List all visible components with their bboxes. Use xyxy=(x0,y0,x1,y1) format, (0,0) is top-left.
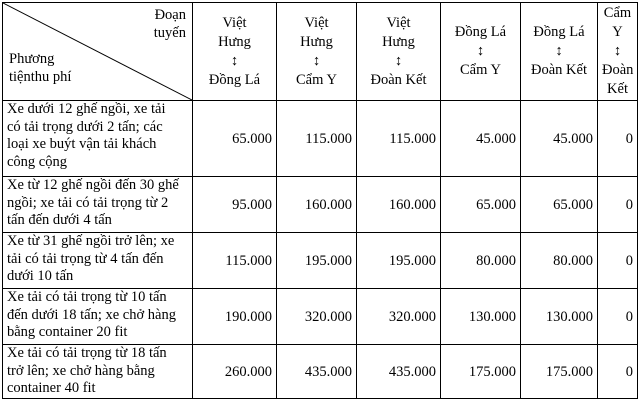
fee-cell: 95.000 xyxy=(193,177,277,233)
vehicle-type-cell: Xe từ 31 ghế ngồi trở lên; xe tải có tải trọng từ 4 tấn đến dưới 10 tấn xyxy=(3,233,193,289)
fee-cell: 115.000 xyxy=(193,233,277,289)
col-header-dong-la-cam-y: Đồng Lá ↕ Cẩm Y xyxy=(441,3,521,101)
col-header-cam-y-doan-ket: Cẩm Y ↕ Đoàn Kết xyxy=(598,3,638,101)
vehicle-type-cell: Xe tải có tải trọng từ 18 tấn trở lên; xe chở hàng bằng container 40 fit xyxy=(3,345,193,399)
header-row xyxy=(3,3,638,101)
col-header-dong-la-doan-ket: Đồng Lá ↕ Đoàn Kết xyxy=(521,3,598,101)
toll-fee-table xyxy=(2,2,638,399)
fee-cell: 190.000 xyxy=(193,289,277,345)
fee-cell: 0 xyxy=(598,101,638,177)
vehicle-type-cell: Xe dưới 12 ghế ngồi, xe tải có tải trọng dưới 2 tấn; các loại xe buýt vận tải khách công cộng xyxy=(3,101,193,177)
fee-cell: 65.000 xyxy=(521,177,598,233)
fee-cell: 115.000 xyxy=(277,101,357,177)
fee-cell: 45.000 xyxy=(521,101,598,177)
fee-cell: 130.000 xyxy=(441,289,521,345)
fee-cell: 0 xyxy=(598,345,638,399)
fee-cell: 160.000 xyxy=(277,177,357,233)
route-segment-label: Đoạn tuyến xyxy=(153,7,186,41)
header-corner-cell xyxy=(3,3,193,101)
fee-cell: 80.000 xyxy=(441,233,521,289)
fee-cell: 435.000 xyxy=(277,345,357,399)
fee-cell: 175.000 xyxy=(441,345,521,399)
fee-cell: 320.000 xyxy=(277,289,357,345)
fee-cell: 115.000 xyxy=(357,101,441,177)
fee-cell: 80.000 xyxy=(521,233,598,289)
fee-cell: 435.000 xyxy=(357,345,441,399)
vehicle-type-cell: Xe tải có tải trọng từ 10 tấn đến dưới 18 tấn; xe chở hàng bằng container 20 fit xyxy=(3,289,193,345)
fee-cell: 320.000 xyxy=(357,289,441,345)
table-row xyxy=(3,345,638,399)
col-header-viet-hung-dong-la: Việt Hưng ↕ Đồng Lá xyxy=(193,3,277,101)
table-row xyxy=(3,233,638,289)
col-header-viet-hung-doan-ket: Việt Hưng ↕ Đoàn Kết xyxy=(357,3,441,101)
vehicle-type-label: Phương tiệnthu phí xyxy=(9,51,72,85)
fee-cell: 0 xyxy=(598,177,638,233)
fee-cell: 45.000 xyxy=(441,101,521,177)
col-header-viet-hung-cam-y: Việt Hưng ↕ Cẩm Y xyxy=(277,3,357,101)
table-row xyxy=(3,289,638,345)
fee-cell: 160.000 xyxy=(357,177,441,233)
table-row xyxy=(3,101,638,177)
fee-cell: 195.000 xyxy=(277,233,357,289)
fee-cell: 0 xyxy=(598,233,638,289)
table-row xyxy=(3,177,638,233)
fee-cell: 65.000 xyxy=(193,101,277,177)
fee-cell: 175.000 xyxy=(521,345,598,399)
fee-cell: 130.000 xyxy=(521,289,598,345)
fee-cell: 195.000 xyxy=(357,233,441,289)
fee-cell: 260.000 xyxy=(193,345,277,399)
fee-cell: 65.000 xyxy=(441,177,521,233)
vehicle-type-cell: Xe từ 12 ghế ngồi đến 30 ghế ngồi; xe tải có tải trọng từ 2 tấn đến dưới 4 tấn xyxy=(3,177,193,233)
fee-cell: 0 xyxy=(598,289,638,345)
